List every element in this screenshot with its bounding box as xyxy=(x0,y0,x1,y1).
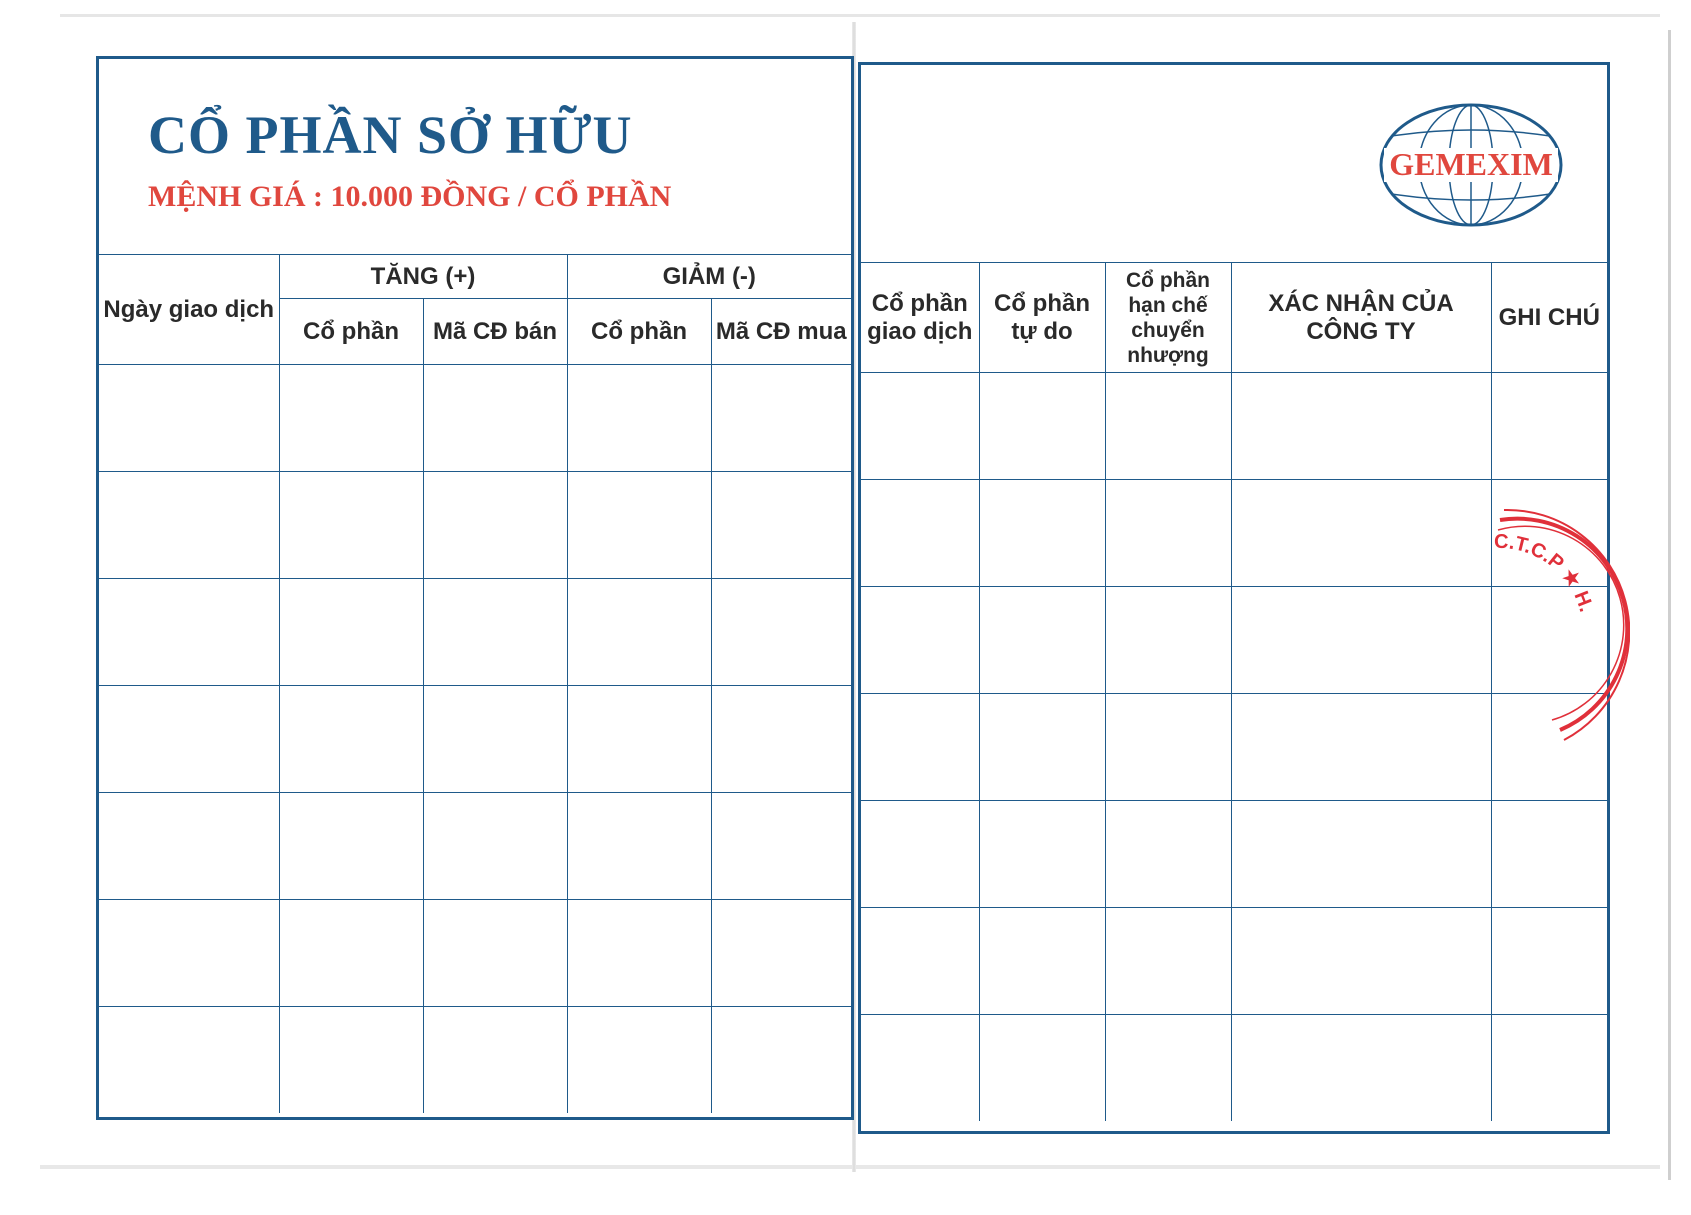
table-cell[interactable] xyxy=(567,900,711,1007)
table-cell[interactable] xyxy=(423,1007,567,1114)
table-cell[interactable] xyxy=(423,686,567,793)
table-row xyxy=(861,1015,1607,1122)
table-cell[interactable] xyxy=(861,480,979,587)
table-cell[interactable] xyxy=(979,1015,1105,1122)
header-free-shares: Cổ phần tự do xyxy=(979,263,1105,373)
table-cell[interactable] xyxy=(861,373,979,480)
table-row xyxy=(99,900,851,1007)
table-row xyxy=(861,801,1607,908)
table-cell[interactable] xyxy=(1231,373,1491,480)
table-cell[interactable] xyxy=(861,908,979,1015)
table-cell[interactable] xyxy=(1105,1015,1231,1122)
par-value-subtitle: MỆNH GIÁ : 10.000 ĐỒNG / CỔ PHẦN xyxy=(148,180,672,213)
table-cell[interactable] xyxy=(1231,908,1491,1015)
table-cell[interactable] xyxy=(711,686,851,793)
header-notes: GHI CHÚ xyxy=(1491,263,1607,373)
table-row xyxy=(99,579,851,686)
table-cell[interactable] xyxy=(423,793,567,900)
header-increase-shares: Cổ phần xyxy=(279,299,423,365)
table-cell[interactable] xyxy=(99,1007,279,1114)
table-cell[interactable] xyxy=(1231,801,1491,908)
page-bottom-edge xyxy=(40,1165,1660,1169)
table-cell[interactable] xyxy=(861,694,979,801)
table-cell[interactable] xyxy=(567,365,711,472)
table-cell[interactable] xyxy=(861,1015,979,1122)
table-row xyxy=(99,793,851,900)
table-cell[interactable] xyxy=(99,472,279,579)
table-row xyxy=(99,365,851,472)
table-cell[interactable] xyxy=(423,472,567,579)
page-top-edge xyxy=(60,14,1660,17)
table-row xyxy=(861,373,1607,480)
table-cell[interactable] xyxy=(711,472,851,579)
table-cell[interactable] xyxy=(279,1007,423,1114)
table-cell[interactable] xyxy=(423,579,567,686)
table-cell[interactable] xyxy=(979,480,1105,587)
header-buyer-code: Mã CĐ mua xyxy=(711,299,851,365)
table-cell[interactable] xyxy=(279,579,423,686)
table-cell[interactable] xyxy=(423,365,567,472)
logo-text: GEMEXIM xyxy=(1389,146,1553,182)
globe-logo-icon xyxy=(1378,102,1564,228)
table-cell[interactable] xyxy=(567,1007,711,1114)
table-cell[interactable] xyxy=(99,686,279,793)
gemexim-logo xyxy=(1378,102,1564,228)
company-seal-stamp xyxy=(1490,500,1630,750)
table-cell[interactable] xyxy=(279,900,423,1007)
header-restricted-shares: Cổ phần hạn chế chuyển nhượng xyxy=(1105,263,1231,373)
table-cell[interactable] xyxy=(1231,587,1491,694)
table-cell[interactable] xyxy=(861,587,979,694)
table-cell[interactable] xyxy=(99,579,279,686)
table-cell[interactable] xyxy=(279,793,423,900)
table-cell[interactable] xyxy=(979,801,1105,908)
table-row xyxy=(861,908,1607,1015)
table-cell[interactable] xyxy=(979,373,1105,480)
seal-icon xyxy=(1490,500,1630,750)
table-cell[interactable] xyxy=(567,579,711,686)
table-cell[interactable] xyxy=(1105,908,1231,1015)
table-cell[interactable] xyxy=(861,801,979,908)
table-cell[interactable] xyxy=(1491,1015,1607,1122)
table-cell[interactable] xyxy=(423,900,567,1007)
header-seller-code: Mã CĐ bán xyxy=(423,299,567,365)
table-cell[interactable] xyxy=(711,365,851,472)
header-increase-group: TĂNG (+) xyxy=(279,255,567,299)
table-cell[interactable] xyxy=(1105,587,1231,694)
page-title: CỔ PHẦN SỞ HỮU xyxy=(148,105,633,165)
table-cell[interactable] xyxy=(567,686,711,793)
table-cell[interactable] xyxy=(567,793,711,900)
header-decrease-shares: Cổ phần xyxy=(567,299,711,365)
table-cell[interactable] xyxy=(711,579,851,686)
header-traded-shares: Cổ phần giao dịch xyxy=(861,263,979,373)
table-cell[interactable] xyxy=(1105,801,1231,908)
table-cell[interactable] xyxy=(1105,480,1231,587)
table-cell[interactable] xyxy=(711,793,851,900)
table-cell[interactable] xyxy=(979,587,1105,694)
page-right-edge xyxy=(1668,30,1671,1180)
table-cell[interactable] xyxy=(979,694,1105,801)
header-company-confirmation: XÁC NHẬN CỦA CÔNG TY xyxy=(1231,263,1491,373)
seal-text: C.T.C.P ★ H. xyxy=(1493,530,1598,615)
table-cell[interactable] xyxy=(99,365,279,472)
header-decrease-group: GIẢM (-) xyxy=(567,255,851,299)
table-cell[interactable] xyxy=(1491,908,1607,1015)
table-cell[interactable] xyxy=(1105,694,1231,801)
table-cell[interactable] xyxy=(711,1007,851,1114)
table-cell[interactable] xyxy=(279,686,423,793)
table-cell[interactable] xyxy=(1491,801,1607,908)
table-row xyxy=(99,686,851,793)
table-cell[interactable] xyxy=(711,900,851,1007)
table-cell[interactable] xyxy=(279,472,423,579)
table-cell[interactable] xyxy=(1491,373,1607,480)
table-cell[interactable] xyxy=(567,472,711,579)
table-cell[interactable] xyxy=(1231,480,1491,587)
table-row xyxy=(99,472,851,579)
table-row xyxy=(99,1007,851,1114)
table-cell[interactable] xyxy=(1105,373,1231,480)
table-cell[interactable] xyxy=(979,908,1105,1015)
header-transaction-date: Ngày giao dịch xyxy=(99,255,279,365)
table-cell[interactable] xyxy=(99,793,279,900)
table-cell[interactable] xyxy=(279,365,423,472)
table-cell[interactable] xyxy=(1231,1015,1491,1122)
table-cell[interactable] xyxy=(99,900,279,1007)
left-ledger-table xyxy=(99,254,851,1113)
table-cell[interactable] xyxy=(1231,694,1491,801)
